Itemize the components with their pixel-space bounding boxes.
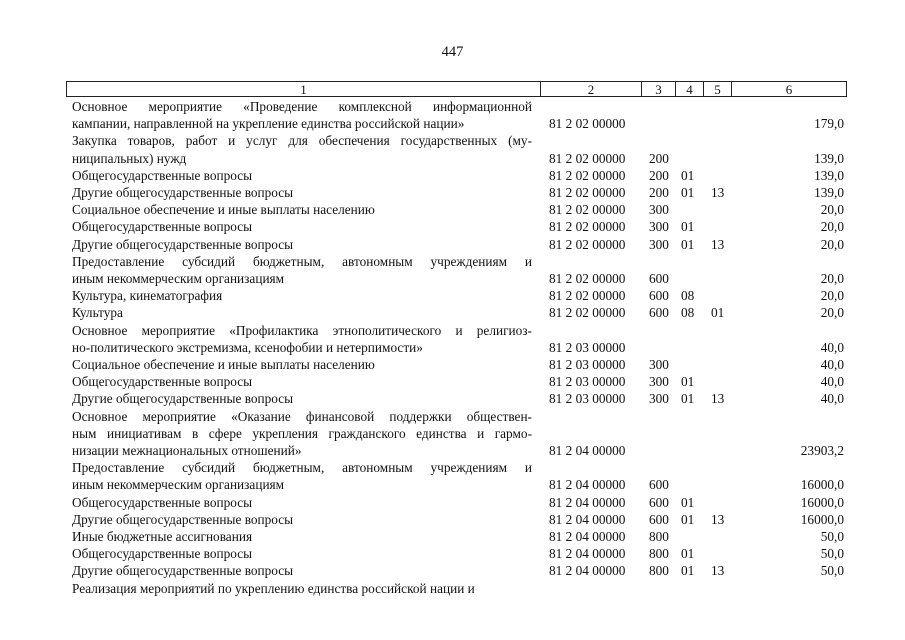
row-description-line: Общегосударственные вопросы [72,374,253,390]
row-description [72,218,532,235]
row-description [72,580,532,597]
row-amount: 20,0 [820,236,844,252]
row-amount: 139,0 [814,185,844,201]
row-expense-type: 300 [649,357,669,373]
table-row [0,545,905,562]
row-expense-type: 300 [649,219,669,235]
row-description [72,545,532,562]
row-expense-type: 600 [649,511,669,527]
row-target-code: 81 2 03 00000 [549,374,626,390]
table-row [0,218,905,235]
row-target-code: 81 2 04 00000 [549,546,626,562]
row-target-code: 81 2 03 00000 [549,391,626,407]
row-description [72,511,532,528]
table-row [0,373,905,390]
row-description [72,408,532,460]
row-target-code: 81 2 04 00000 [549,494,626,510]
row-section: 01 [681,167,695,183]
table-row [0,356,905,373]
row-description [72,562,532,579]
row-target-code: 81 2 04 00000 [549,477,626,493]
row-description-line: Общегосударственные вопросы [72,546,253,562]
row-description-line: Другие общегосударственные вопросы [72,511,294,527]
row-subsection: 01 [711,305,725,321]
row-section: 01 [681,391,695,407]
row-expense-type: 600 [649,271,669,287]
row-amount: 139,0 [814,167,844,183]
row-target-code: 81 2 02 00000 [549,150,626,166]
row-description-line: иным некоммерческим организациям [72,477,285,493]
row-amount: 16000,0 [800,477,844,493]
row-target-code: 81 2 02 00000 [549,202,626,218]
row-expense-type: 300 [649,391,669,407]
table-row [0,98,905,132]
row-target-code: 81 2 02 00000 [549,116,626,132]
row-section: 01 [681,185,695,201]
table-row [0,494,905,511]
row-target-code: 81 2 02 00000 [549,219,626,235]
column-header-2: 2 [540,82,641,96]
table-row [0,253,905,287]
row-expense-type: 200 [649,150,669,166]
row-amount: 20,0 [820,305,844,321]
row-description [72,528,532,545]
row-target-code: 81 2 02 00000 [549,271,626,287]
row-description-line: Предоставление субсидий бюджетным, автономным учреждениям и [72,460,532,476]
table-row [0,167,905,184]
row-target-code: 81 2 03 00000 [549,339,626,355]
row-description-line: Закупка товаров, работ и услуг для обеспечения государственных (му- [72,133,532,149]
row-section: 01 [681,511,695,527]
row-expense-type: 600 [649,305,669,321]
row-section: 01 [681,236,695,252]
page-number: 447 [441,44,464,60]
row-description-line: Реализация мероприятий по укреплению единства российской нации и [72,580,475,596]
row-amount: 50,0 [820,529,844,545]
row-expense-type: 300 [649,236,669,252]
row-section: 01 [681,563,695,579]
row-description [72,304,532,321]
row-expense-type: 300 [649,374,669,390]
row-description [72,236,532,253]
row-description-line: Иные бюджетные ассигнования [72,529,253,545]
row-description [72,494,532,511]
table-row [0,562,905,579]
row-amount: 40,0 [820,374,844,390]
table-header [66,81,847,97]
column-header-4: 4 [675,82,703,96]
row-description-line: ным инициативам в сфере укрепления гражданского единства и гармо- [72,425,532,441]
table-row [0,184,905,201]
row-description [72,322,532,356]
row-description [72,98,532,132]
row-description-line: ниципальных) нужд [72,150,187,166]
row-description-line: Культура [72,305,123,321]
row-expense-type: 200 [649,185,669,201]
row-target-code: 81 2 02 00000 [549,185,626,201]
row-amount: 20,0 [820,288,844,304]
table-row [0,304,905,321]
row-description-line: но-политического экстремизма, ксенофобии и нетерпимости» [72,339,423,355]
row-amount: 139,0 [814,150,844,166]
row-description-line: низации межнациональных отношений» [72,443,302,459]
table-row [0,322,905,356]
row-amount: 20,0 [820,271,844,287]
row-description-line: Общегосударственные вопросы [72,219,253,235]
row-description [72,184,532,201]
row-amount: 16000,0 [800,511,844,527]
row-target-code: 81 2 04 00000 [549,529,626,545]
table-row [0,132,905,166]
row-amount: 23903,2 [800,443,844,459]
row-target-code: 81 2 04 00000 [549,443,626,459]
row-section: 08 [681,305,695,321]
row-expense-type: 200 [649,167,669,183]
row-description [72,167,532,184]
row-description [72,201,532,218]
row-description-line: Другие общегосударственные вопросы [72,563,294,579]
table-row [0,201,905,218]
row-description-line: Культура, кинематография [72,288,223,304]
row-target-code: 81 2 02 00000 [549,236,626,252]
row-description [72,373,532,390]
row-description [72,390,532,407]
row-target-code: 81 2 02 00000 [549,305,626,321]
row-amount: 179,0 [814,116,844,132]
table-body [0,98,905,597]
row-section: 01 [681,374,695,390]
row-description [72,132,532,166]
row-description-line: Общегосударственные вопросы [72,494,253,510]
row-expense-type: 600 [649,288,669,304]
table-row [0,408,905,460]
row-section: 01 [681,546,695,562]
row-target-code: 81 2 04 00000 [549,511,626,527]
row-expense-type: 800 [649,546,669,562]
row-description-line: кампании, направленной на укрепление единства российской нации» [72,116,465,132]
table-row [0,580,905,597]
row-amount: 50,0 [820,546,844,562]
row-expense-type: 300 [649,202,669,218]
table-row [0,390,905,407]
column-header-3: 3 [641,82,675,96]
row-description-line: иным некоммерческим организациям [72,271,285,287]
row-description-line: Другие общегосударственные вопросы [72,185,294,201]
row-amount: 20,0 [820,202,844,218]
column-header-1: 1 [300,82,307,97]
row-section: 01 [681,219,695,235]
row-amount: 40,0 [820,339,844,355]
row-amount: 16000,0 [800,494,844,510]
row-subsection: 13 [711,563,725,579]
row-description [72,356,532,373]
row-description-line: Основное мероприятие «Профилактика этнополитического и религиоз- [72,322,532,338]
row-expense-type: 800 [649,563,669,579]
row-description-line: Социальное обеспечение и иные выплаты населению [72,357,375,373]
table-row [0,236,905,253]
row-subsection: 13 [711,185,725,201]
row-description-line: Основное мероприятие «Проведение комплексной информационной [72,99,532,114]
table-row [0,511,905,528]
row-expense-type: 800 [649,529,669,545]
row-subsection: 13 [711,511,725,527]
row-target-code: 81 2 03 00000 [549,357,626,373]
row-target-code: 81 2 02 00000 [549,167,626,183]
column-header-6: 6 [731,82,846,96]
row-description-line: Социальное обеспечение и иные выплаты населению [72,202,375,218]
row-amount: 40,0 [820,357,844,373]
row-subsection: 13 [711,236,725,252]
table-row [0,528,905,545]
row-description-line: Основное мероприятие «Оказание финансовой поддержки обществен- [72,408,532,424]
row-description-line: Общегосударственные вопросы [72,167,253,183]
row-expense-type: 600 [649,477,669,493]
table-row [0,287,905,304]
row-section: 08 [681,288,695,304]
row-amount: 20,0 [820,219,844,235]
row-target-code: 81 2 04 00000 [549,563,626,579]
row-description [72,253,532,287]
row-description [72,287,532,304]
row-section: 01 [681,494,695,510]
row-description-line: Предоставление субсидий бюджетным, автономным учреждениям и [72,253,532,269]
row-target-code: 81 2 02 00000 [549,288,626,304]
row-expense-type: 600 [649,494,669,510]
column-header-5: 5 [703,82,731,96]
row-description-line: Другие общегосударственные вопросы [72,391,294,407]
row-amount: 50,0 [820,563,844,579]
row-amount: 40,0 [820,391,844,407]
row-subsection: 13 [711,391,725,407]
row-description-line: Другие общегосударственные вопросы [72,236,294,252]
table-row [0,459,905,493]
row-description [72,459,532,493]
